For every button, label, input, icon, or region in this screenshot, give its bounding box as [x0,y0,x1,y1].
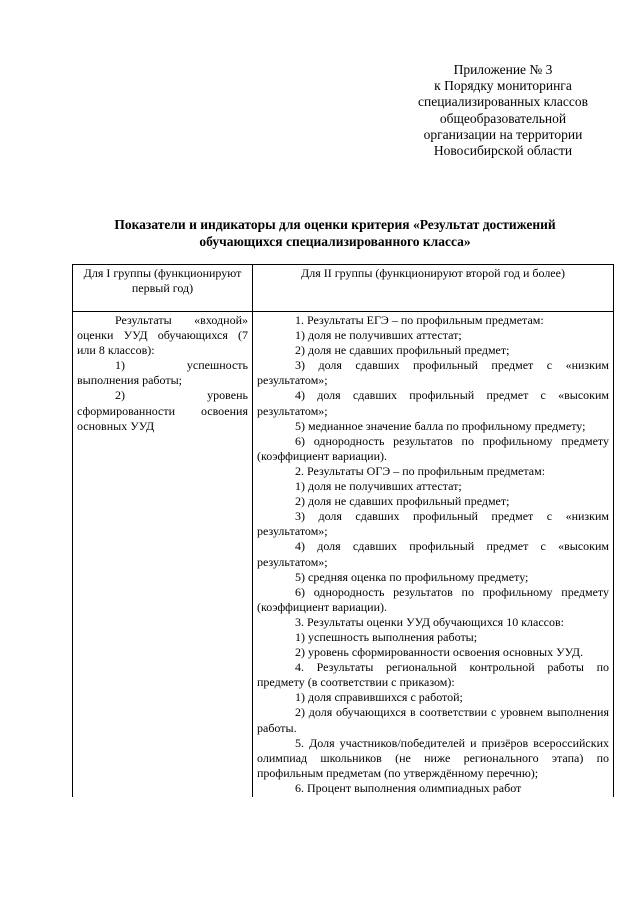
header-group-2: Для II группы (функционируют второй год и более) [253,265,614,312]
appendix-line: Приложение № 3 [453,62,553,77]
list-item: 1) доля не получивших аттестат; [295,479,462,494]
appendix-header [386,62,620,159]
list-item: 5. Доля участников/победителей и призёров всероссийских олимпиад школьников (не ниже регионального этапа) по профильным предметам (по утверждённому перечню); [257,735,609,780]
list-item: 6) однородность результатов по профильному предмету (коэффициент вариации). [257,433,609,463]
appendix-line: специализированных классов [417,94,588,110]
table-header-row [73,265,614,312]
list-item: 1) успешность выполнения работы; [77,358,248,388]
document-title [70,217,600,250]
list-item: 1. Результаты ЕГЭ – по профильным предметам: [295,313,544,327]
appendix-line: организации на территории [423,126,583,142]
list-item: 5) средняя оценка по профильному предмету; [295,569,529,584]
list-item: 3) доля сдавших профильный предмет с «низким результатом»; [257,509,609,539]
list-item: 2) доля обучающихся в соответствии с уровнем выполнения работы. [257,705,609,735]
header-group-1: Для I группы (функционируют первый год) [73,265,253,312]
list-item: 2) уровень сформированности освоения основных УУД. [295,645,584,660]
criteria-table [72,264,614,797]
list-item: 4) доля сдавших профильный предмет с «высоким результатом»; [257,388,609,418]
appendix-line: к Порядку мониторинга [434,78,572,94]
list-item: 2) уровень сформированности освоения основных УУД [77,388,248,433]
list-item: 3. Результаты оценки УУД обучающихся 10 классов: [295,614,564,629]
list-item: Результаты «входной» оценки УУД обучающихся (7 или 8 классов): [77,313,248,358]
appendix-line: Новосибирской области [433,143,573,159]
list-item: 1) успешность выполнения работы; [295,629,478,644]
list-item: 3) доля сдавших профильный предмет с «низким результатом»; [257,358,609,388]
list-item: 1) доля справившихся с работой; [295,690,463,705]
table-row [73,312,614,798]
list-item: 5) медианное значение балла по профильному предмету; [295,418,586,433]
list-item: 1) доля не получивших аттестат; [295,328,462,343]
appendix-line: общеобразовательной [439,110,567,126]
title-line: Показатели и индикаторы для оценки критерия «Результат достижений [114,217,556,232]
group-1-cell [73,312,253,798]
title-line: обучающихся специализированного класса» [199,233,471,249]
group-2-cell [253,312,614,798]
list-item: 6) однородность результатов по профильному предмету (коэффициент вариации). [257,584,609,614]
list-item: 6. Процент выполнения олимпиадных работ [295,780,522,795]
list-item: 2) доля не сдавших профильный предмет; [295,494,510,509]
list-item: 4) доля сдавших профильный предмет с «высоким результатом»; [257,539,609,569]
list-item: 4. Результаты региональной контрольной работы по предмету (в соответствии с приказом): [257,660,609,690]
list-item: 2) доля не сдавших профильный предмет; [295,343,510,358]
list-item: 2. Результаты ОГЭ – по профильным предметам: [295,463,546,478]
